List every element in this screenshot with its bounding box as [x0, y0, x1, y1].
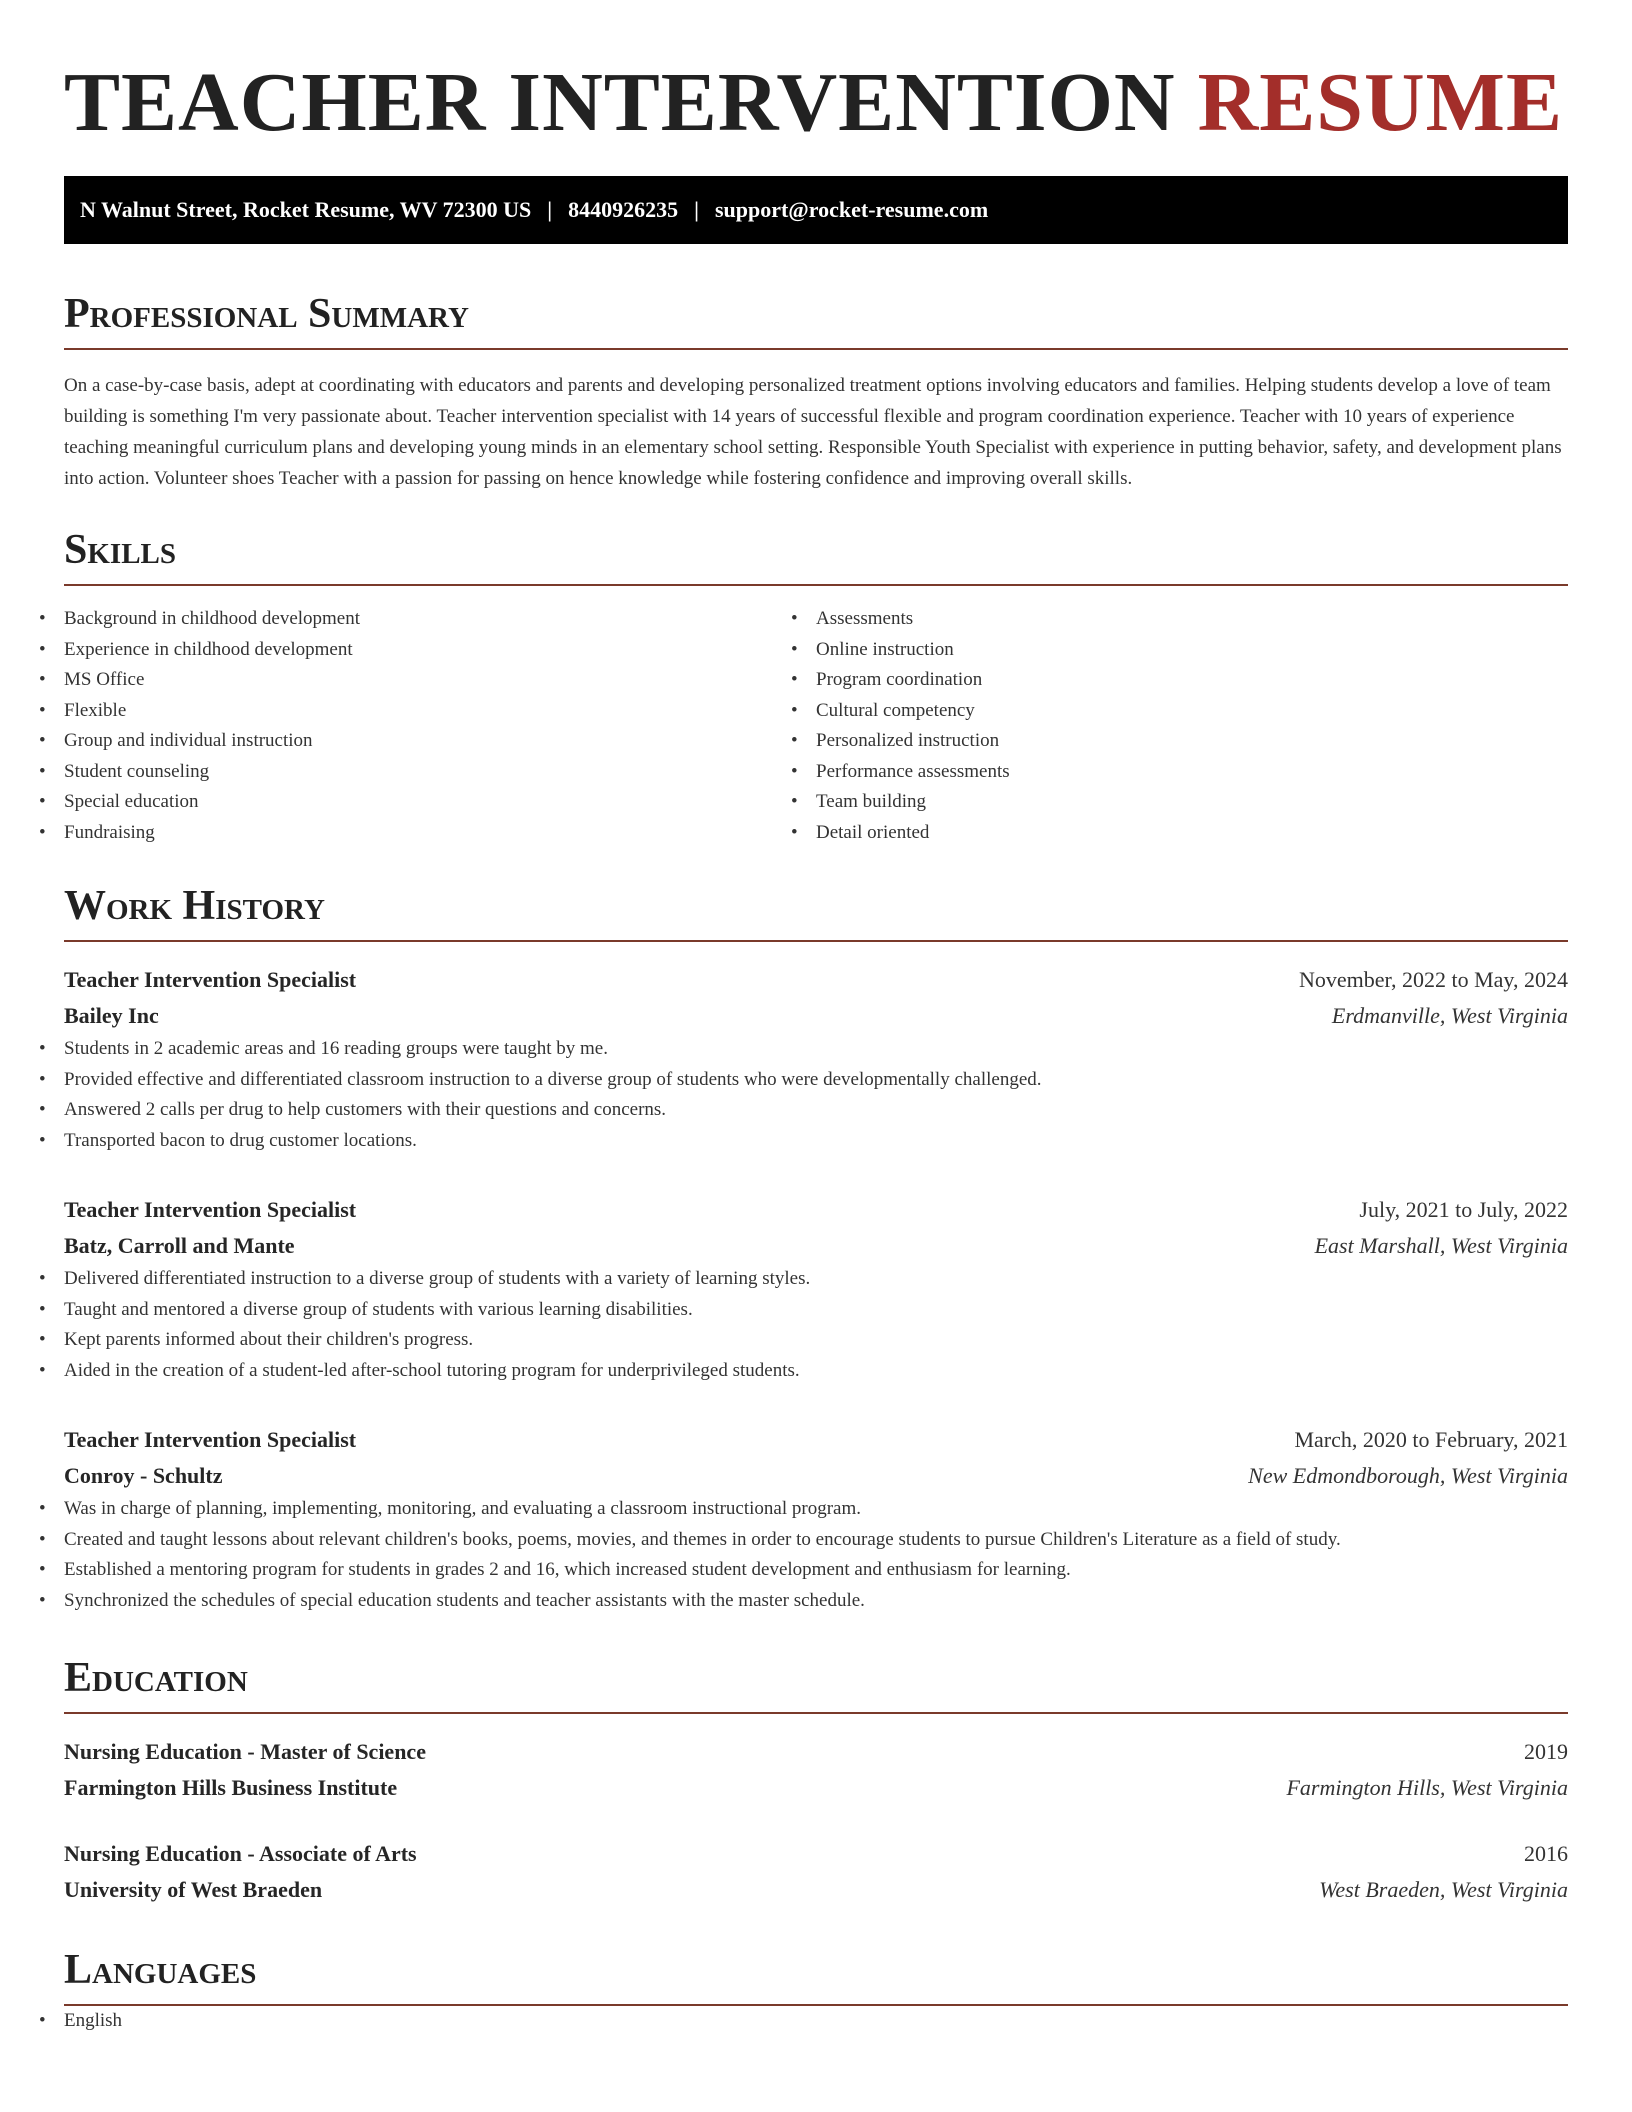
job-title: Teacher Intervention Specialist — [64, 1197, 357, 1222]
name-main: TEACHER INTERVENTION — [64, 56, 1176, 149]
summary-text: On a case-by-case basis, adept at coordinating with educators and parents and developing personalized treatment options involving educators and families. Helping students develop a love of team building is something I'm very passionate about. Teacher intervention specialist with 14 years of successful flexible and program coordination experience. Teacher with 10 years of experience teaching meaningful curriculum plans and developing young minds in an elementary school setting. Responsible Youth Specialist with experience in putting behavior, safety, and development plans into action. Volunteer shoes Teacher with a passion for passing on hence knowledge while fostering confidence and improving overall skills. — [64, 375, 1562, 489]
contact-address: N Walnut Street, Rocket Resume, WV 72300 US — [80, 197, 532, 222]
job-bullet: • Synchronized the schedules of special education students and teacher assistants with the master schedule. — [64, 1586, 1568, 1617]
section-title-education: Education — [64, 1650, 1568, 1714]
job-entry — [64, 1422, 1568, 1616]
section-title-work-history: Work History — [64, 878, 1568, 942]
job-company-row — [64, 1458, 1568, 1494]
job-header-row — [64, 1422, 1568, 1458]
education-entry — [64, 1836, 1568, 1908]
job-bullet: • Established a mentoring program for students in grades 2 and 16, which increased student development and enthusiasm for learning. — [64, 1555, 1568, 1586]
skill-item: • Assessments — [816, 604, 1568, 635]
job-company: Batz, Carroll and Mante — [64, 1233, 295, 1258]
job-entry — [64, 962, 1568, 1156]
section-title-languages: Languages — [64, 1942, 1568, 2006]
education-degree: Nursing Education - Associate of Arts — [64, 1841, 417, 1866]
skill-item: • Background in childhood development — [64, 604, 816, 635]
job-title: Teacher Intervention Specialist — [64, 1427, 357, 1452]
job-location: East Marshall, West Virginia — [1314, 1233, 1568, 1258]
education-school: Farmington Hills Business Institute — [64, 1775, 398, 1800]
job-bullet: • Aided in the creation of a student-led after-school tutoring program for underprivileged students. — [64, 1356, 1568, 1387]
job-company-row — [64, 998, 1568, 1034]
name-accent: RESUME — [1197, 56, 1563, 149]
job-entry — [64, 1192, 1568, 1386]
job-bullet: • Students in 2 academic areas and 16 reading groups were taught by me. — [64, 1034, 1568, 1065]
job-bullets — [64, 1264, 1568, 1386]
job-company-row — [64, 1228, 1568, 1264]
skill-item: • Student counseling — [64, 757, 816, 788]
resume-name — [64, 50, 1568, 156]
job-bullet: • Answered 2 calls per drug to help customers with their questions and concerns. — [64, 1095, 1568, 1126]
skills-column-right — [816, 604, 1568, 848]
job-title: Teacher Intervention Specialist — [64, 967, 357, 992]
skill-item: • Program coordination — [816, 665, 1568, 696]
job-header-row — [64, 962, 1568, 998]
languages-list — [64, 2006, 1568, 2037]
section-title-summary: Professional Summary — [64, 286, 1568, 350]
language-item: • English — [64, 2006, 1568, 2037]
job-dates: March, 2020 to February, 2021 — [1294, 1427, 1568, 1452]
education-degree-row — [64, 1836, 1568, 1872]
skill-item: • Personalized instruction — [816, 726, 1568, 757]
job-bullet: • Kept parents informed about their children's progress. — [64, 1325, 1568, 1356]
skill-item: • Cultural competency — [816, 696, 1568, 727]
skill-item: • Detail oriented — [816, 818, 1568, 849]
job-bullet: • Transported bacon to drug customer locations. — [64, 1126, 1568, 1157]
job-bullet: • Taught and mentored a diverse group of students with various learning disabilities. — [64, 1295, 1568, 1326]
skill-item: • MS Office — [64, 665, 816, 696]
skill-item: • Experience in childhood development — [64, 635, 816, 666]
job-dates: July, 2021 to July, 2022 — [1359, 1197, 1568, 1222]
section-title-skills: Skills — [64, 522, 1568, 586]
job-dates: November, 2022 to May, 2024 — [1299, 967, 1568, 992]
job-company: Conroy - Schultz — [64, 1463, 223, 1488]
contact-phone: 8440926235 — [568, 197, 679, 222]
education-entry — [64, 1734, 1568, 1806]
education-year: 2019 — [1524, 1739, 1568, 1764]
contact-email: support@rocket-resume.com — [714, 197, 989, 222]
education-school: University of West Braeden — [64, 1877, 323, 1902]
job-bullet: • Provided effective and differentiated classroom instruction to a diverse group of students who were developmentally challenged. — [64, 1065, 1568, 1096]
education-location: West Braeden, West Virginia — [1319, 1877, 1568, 1902]
education-school-row — [64, 1872, 1568, 1908]
skill-item: • Group and individual instruction — [64, 726, 816, 757]
education-location: Farmington Hills, West Virginia — [1286, 1775, 1568, 1800]
job-header-row — [64, 1192, 1568, 1228]
skill-item: • Online instruction — [816, 635, 1568, 666]
job-bullet: • Created and taught lessons about relevant children's books, poems, movies, and themes in order to encourage students to pursue Children's Literature as a field of study. — [64, 1525, 1568, 1556]
education-school-row — [64, 1770, 1568, 1806]
job-bullets — [64, 1034, 1568, 1156]
job-company: Bailey Inc — [64, 1003, 159, 1028]
job-bullet: • Was in charge of planning, implementing, monitoring, and evaluating a classroom instructional program. — [64, 1494, 1568, 1525]
job-location: Erdmanville, West Virginia — [1331, 1003, 1568, 1028]
education-year: 2016 — [1524, 1841, 1568, 1866]
contact-separator: | — [547, 197, 553, 222]
skills-column-left — [64, 604, 816, 848]
skill-item: • Team building — [816, 787, 1568, 818]
job-bullet: • Delivered differentiated instruction to a diverse group of students with a variety of learning styles. — [64, 1264, 1568, 1295]
job-bullets — [64, 1494, 1568, 1616]
skill-item: • Fundraising — [64, 818, 816, 849]
contact-bar — [64, 176, 1568, 244]
skills-grid — [64, 604, 1568, 848]
skill-item: • Special education — [64, 787, 816, 818]
skill-item: • Performance assessments — [816, 757, 1568, 788]
job-location: New Edmondborough, West Virginia — [1248, 1463, 1568, 1488]
education-degree: Nursing Education - Master of Science — [64, 1739, 426, 1764]
contact-separator: | — [694, 197, 699, 222]
education-degree-row — [64, 1734, 1568, 1770]
skill-item: • Flexible — [64, 696, 816, 727]
